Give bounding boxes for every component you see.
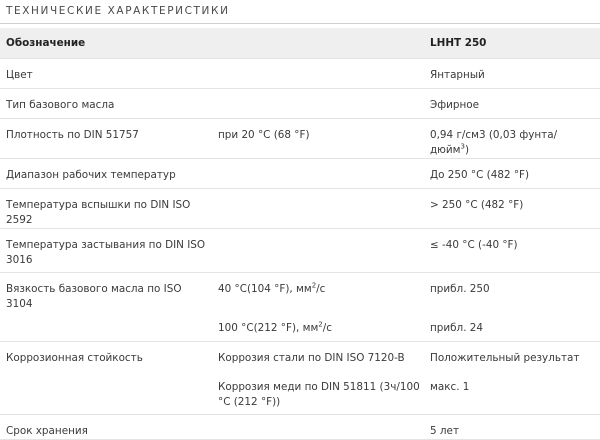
row-condition: Коррозия меди по DIN 51811 (3ч/100 °C (212 °F)) (212, 371, 424, 415)
row-condition: Коррозия стали по DIN ISO 7120-B (218, 352, 405, 364)
row-label: Температура застывания по DIN ISO 3016 (0, 229, 212, 273)
row-value: прибл. 24 (424, 312, 600, 342)
viscosity-100-tail: /с (322, 322, 332, 334)
viscosity-100-exponent: 2 (318, 320, 323, 329)
row-label: Диапазон рабочих температур (0, 159, 212, 189)
viscosity-40-condition: 40 °C(104 °F), мм (218, 283, 312, 295)
row-label: Температура вспышки по DIN ISO 2592 (0, 189, 212, 229)
viscosity-40-exponent: 2 (311, 281, 317, 290)
table-row (0, 312, 600, 342)
viscosity-40-tail: /с (316, 283, 326, 295)
row-label: Цвет (0, 59, 212, 89)
density-tail: ) (465, 144, 470, 156)
row-value: Янтарный (424, 59, 600, 89)
header-empty (212, 28, 424, 59)
row-label: Тип базового масла (0, 89, 212, 119)
table-row (0, 229, 600, 273)
row-label: Вязкость базового масла по ISO 3104 (6, 283, 182, 310)
row-value: прибл. 250 (430, 283, 490, 295)
row-value: Эфирное (424, 89, 600, 119)
row-value: 5 лет (424, 415, 600, 440)
table-row (0, 59, 600, 89)
viscosity-100-condition: 100 °C(212 °F), мм (218, 322, 319, 334)
row-value: До 250 °C (482 °F) (424, 159, 600, 189)
row-condition (212, 59, 424, 89)
density-exponent: 3 (460, 142, 465, 151)
row-condition (212, 312, 424, 342)
row-condition (212, 415, 424, 440)
table-header-row (0, 28, 600, 59)
table-row (0, 89, 600, 119)
table-row (0, 119, 600, 159)
header-value: LHHT 250 (424, 28, 600, 59)
table-row (0, 273, 600, 313)
row-value: > 250 °C (482 °F) (424, 189, 600, 229)
row-label (0, 312, 212, 342)
table-row (0, 342, 600, 372)
row-label (0, 371, 212, 415)
row-value: Положительный результат (430, 352, 580, 364)
row-value (424, 119, 600, 159)
row-label: Плотность по DIN 51757 (0, 119, 212, 159)
row-condition: при 20 °C (68 °F) (212, 119, 424, 159)
row-condition (212, 189, 424, 229)
title-divider (0, 23, 600, 24)
row-condition (212, 89, 424, 119)
table-row (0, 189, 600, 229)
row-condition (212, 159, 424, 189)
section-title: ТЕХНИЧЕСКИЕ ХАРАКТЕРИСТИКИ (6, 5, 230, 17)
table-row (0, 371, 600, 415)
density-value: 0,94 г/см3 (0,03 фунта/дюйм (430, 129, 558, 156)
table-row (0, 159, 600, 189)
row-value: макс. 1 (424, 371, 600, 415)
header-label: Обозначение (0, 28, 212, 59)
table-row (0, 415, 600, 440)
specs-table (0, 28, 600, 440)
row-value: ≤ -40 °C (-40 °F) (424, 229, 600, 273)
row-condition (212, 229, 424, 273)
row-label: Коррозионная стойкость (6, 352, 143, 364)
row-condition (212, 273, 424, 313)
row-label: Срок хранения (0, 415, 212, 440)
